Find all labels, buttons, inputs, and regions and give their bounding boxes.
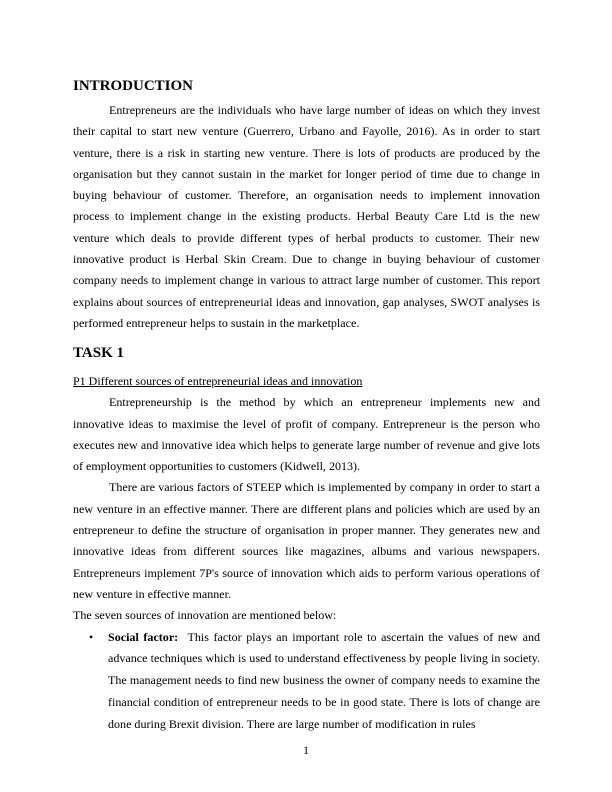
task1-heading: TASK 1: [73, 345, 124, 362]
page-number: 1: [303, 743, 309, 757]
introduction-paragraph: Entrepreneurs are the individuals who have large number of ideas on which they invest their capital to start new venture (Guerrero, Urbano and Fayolle, 2016). As in order to start venture, there is a risk in starting new venture. There is lots of products are produced by the organisation but they cannot sustain in the market for longer period of time due to change in buying behaviour of customer. Therefore, an organisation needs to implement innovation process to implement change in the existing products. Herbal Beauty Care Ltd is the new venture which deals to provide different types of herbal products to customer. Their new innovative product is Herbal Skin Cream. Due to change in buying behaviour of customer company needs to implement change in various to attract large number of customer. This report explains about sources of entrepreneurial ideas and innovation, gap analyses, SWOT analyses is performed entrepreneur helps to sustain in the marketplace.: [73, 103, 540, 330]
bullet-text: This factor plays an important role to ascertain the values of new and advance techniques which is used to understand effectiveness by people living in society. The management needs to find new business the owner of company needs to examine the financial condition of entrepreneur needs to be in good state. There is lots of change are done during Brexit division. There are large number of modification in rules: [108, 629, 541, 731]
task1-subheading: P1 Different sources of entrepreneurial ideas and innovation: [73, 374, 363, 389]
task1-paragraph-1: Entrepreneurship is the method by which an entrepreneur implements new and innovative ideas to maximise the level of profit of company. Entrepreneur is the person who executes new and innovative idea which helps to generate large number of revenue and give lots of employment opportunities to customers (Kidwell, 2013).: [73, 395, 540, 474]
task1-paragraph-2: There are various factors of STEEP which is implemented by company in order to start a new venture in an effective manner. There are different plans and policies which are used by an entrepreneur to define the structure of organisation in proper manner. They generates new and innovative ideas from different sources like magazines, albums and various newspapers. Entrepreneurs implement 7P's source of innovation which aids to perform various operations of new venture in effective manner.: [73, 480, 540, 601]
introduction-heading: INTRODUCTION: [73, 78, 194, 94]
bullet-term: Social factor:: [108, 629, 179, 644]
list-item: [73, 627, 540, 736]
bullet-icon: •: [89, 629, 94, 644]
page-content: [73, 76, 540, 736]
innovation-sources-list: [73, 627, 540, 736]
list-intro: The seven sources of innovation are mentioned below:: [73, 608, 337, 623]
